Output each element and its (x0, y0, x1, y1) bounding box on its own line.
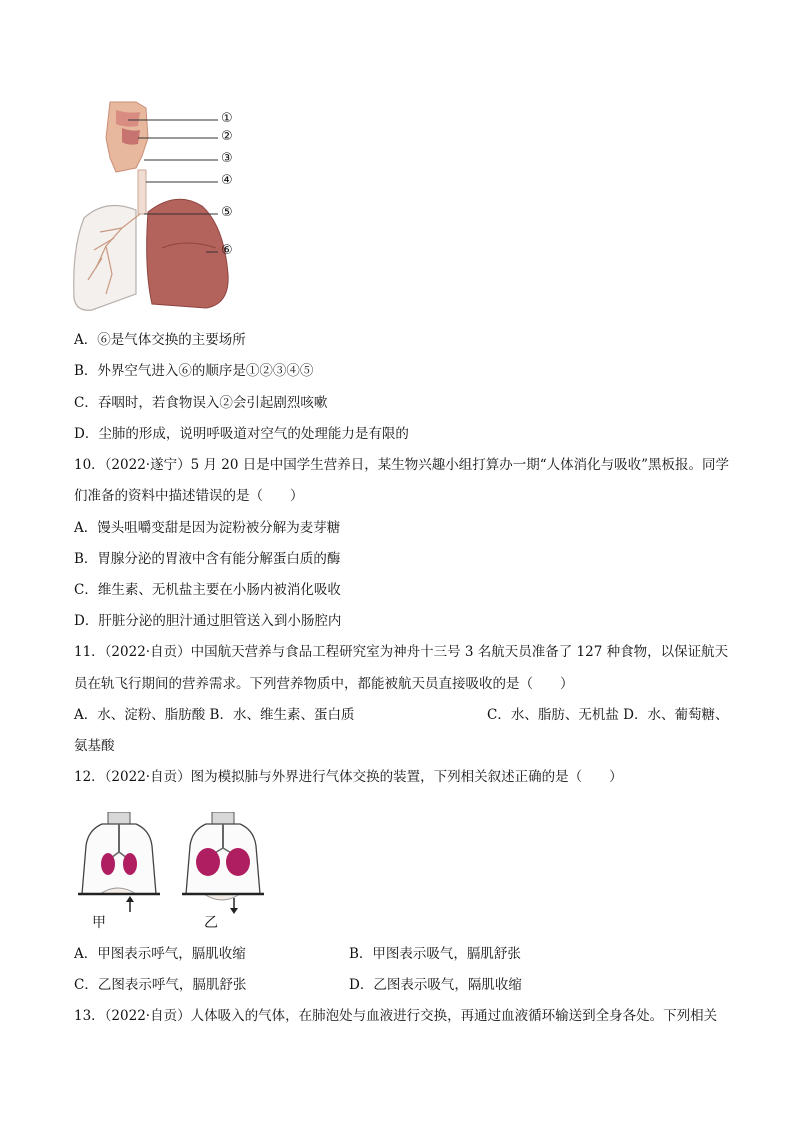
q12-stem: 12．（2022·自贡）图为模拟肺与外界进行气体交换的装置，下列相关叙述正确的是（ ） (74, 769, 623, 785)
figure-label-3: ③ (221, 151, 233, 166)
q10-option-c: C．维生素、无机盐主要在小肠内被消化吸收 (74, 582, 341, 598)
q12-option-b: B．甲图表示吸气，膈肌舒张 (349, 946, 521, 962)
figure-label-jia: 甲 (92, 915, 106, 931)
q11-stem-line1: 11．（2022·自贡）中国航天营养与食品工程研究室为神舟十三号 3 名航天员准备了 127 种食物，以保证航天 (74, 644, 729, 660)
figure-label-4: ④ (221, 173, 233, 188)
figure-label-1: ① (221, 111, 233, 126)
q10-stem-line2: 们准备的资料中描述错误的是（ ） (74, 488, 304, 504)
q11-stem-line2: 员在轨飞行期间的营养需求。下列营养物质中，都能被航天员直接吸收的是（ ） (74, 676, 574, 692)
q10-option-a: A．馒头咀嚼变甜是因为淀粉被分解为麦芽糖 (74, 520, 341, 536)
figure-label-5: ⑤ (221, 205, 233, 220)
figure-label-2: ② (221, 129, 233, 144)
q10-option-b: B．胃腺分泌的胃液中含有能分解蛋白质的酶 (74, 551, 341, 567)
q12-option-a: A．甲图表示呼气，膈肌收缩 (74, 946, 246, 962)
q9-option-b: B．外界空气进入⑥的顺序是①②③④⑤ (74, 363, 314, 379)
q10-option-d: D．肝脏分泌的胆汁通过胆管送入到小肠腔内 (74, 613, 342, 629)
bell-jar-model-figure (78, 812, 268, 922)
q9-option-d: D．尘肺的形成，说明呼吸道对空气的处理能力是有限的 (74, 426, 409, 442)
q11-options-continued: 氨基酸 (74, 738, 115, 754)
q12-option-c: C．乙图表示呼气，膈肌舒张 (74, 977, 247, 993)
q9-option-c: C．吞咽时，若食物误入②会引起剧烈咳嗽 (74, 395, 328, 411)
figure-label-yi: 乙 (204, 915, 218, 931)
q11-options-cd: C．水、脂肪、无机盐 D．水、葡萄糖、 (487, 707, 729, 723)
q12-option-d: D．乙图表示吸气，隔肌收缩 (349, 977, 522, 993)
q10-stem-line1: 10．（2022·遂宁）5 月 20 日是中国学生营养日，某生物兴趣小组打算办一期“人体消化与吸收”黑板报。同学 (74, 457, 730, 473)
q13-stem-line1: 13．（2022·自贡）人体吸入的气体，在肺泡处与血液进行交换，再通过血液循环输送到全身各处。下列相关 (74, 1008, 718, 1024)
figure-label-6: ⑥ (221, 243, 233, 258)
q9-option-a: A．⑥是气体交换的主要场所 (74, 332, 246, 348)
q11-options-ab: A．水、淀粉、脂肪酸 B．水、维生素、蛋白质 (74, 707, 355, 723)
